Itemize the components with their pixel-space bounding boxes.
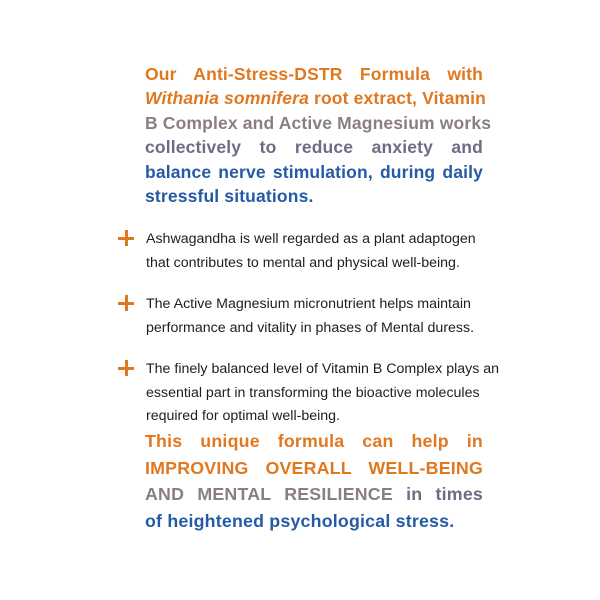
- intro-latin-name: Withania somnifera: [145, 88, 309, 109]
- intro-line-4: collectively to reduce anxiety and: [145, 137, 483, 158]
- closing-line-2: IMPROVING OVERALL WELL-BEING: [145, 457, 483, 478]
- intro-line-2: [145, 86, 487, 110]
- closing-line-3-emphasis: AND MENTAL RESILIENCE: [145, 484, 393, 505]
- intro-paragraph: [145, 62, 492, 208]
- intro-line-5: balance nerve stimulation, during daily: [145, 161, 483, 182]
- intro-line-2-rest: root extract, Vitamin: [308, 88, 487, 109]
- plus-icon: [118, 230, 134, 246]
- benefit-text: [146, 293, 494, 340]
- closing-line-3: [145, 481, 483, 508]
- benefit-line: The Active Magnesium micronutrient helps maintain: [146, 296, 471, 312]
- benefit-line: essential part in transforming the bioactive molecules: [146, 384, 480, 401]
- benefit-line: required for optimal well-being.: [146, 408, 340, 424]
- benefit-line: The finely balanced level of Vitamin B Complex plays an: [146, 361, 500, 377]
- plus-icon: [118, 295, 134, 311]
- closing-statement: [145, 428, 483, 534]
- benefit-line: that contributes to mental and physical well-being.: [146, 254, 460, 271]
- benefit-item: [114, 293, 494, 340]
- intro-line-1: Our Anti-Stress-DSTR Formula with: [145, 64, 483, 84]
- benefit-item: [114, 228, 494, 275]
- plus-icon: [118, 360, 134, 376]
- closing-line-4: of heightened psychological stress.: [145, 510, 455, 531]
- benefit-text: [146, 228, 494, 275]
- closing-line-1: This unique formula can help in: [145, 431, 483, 451]
- benefit-line: performance and vitality in phases of Mental duress.: [146, 319, 475, 336]
- benefit-item: [114, 358, 500, 429]
- intro-line-6: stressful situations.: [145, 186, 314, 207]
- benefit-list: [114, 228, 500, 447]
- benefit-line: Ashwagandha is well regarded as a plant adaptogen: [146, 231, 476, 247]
- closing-line-3-rest: in times: [392, 484, 483, 505]
- intro-line-3: B Complex and Active Magnesium works: [145, 112, 492, 133]
- benefit-text: [146, 358, 500, 429]
